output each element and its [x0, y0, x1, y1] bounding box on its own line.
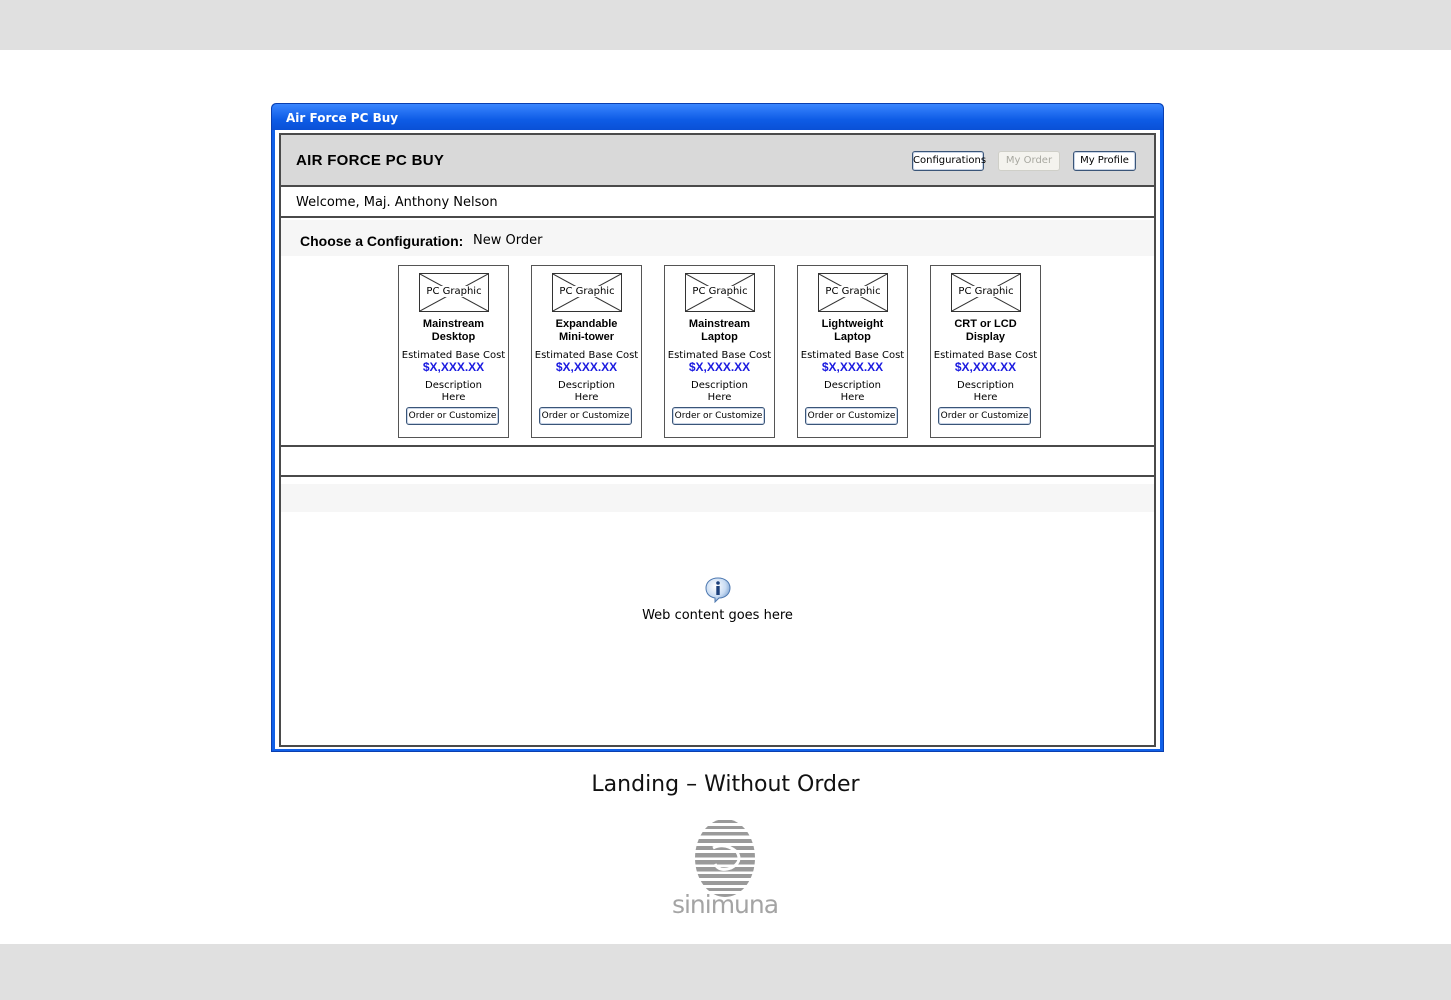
cost-value: $X,XXX.XX [422, 360, 485, 374]
configuration-label: Choose a Configuration: [300, 233, 464, 249]
pc-graphic-label: PC Graphic [958, 286, 1014, 297]
window-titlebar[interactable] [272, 104, 1163, 130]
cost-label: Estimated Base Cost [933, 350, 1038, 361]
sinimuna-logo-text: sinimuna [671, 890, 779, 919]
desc-line1: Description [824, 380, 881, 391]
card-name-line2: Display [965, 331, 1006, 343]
my-profile-button[interactable]: My Profile [1073, 151, 1136, 171]
card-name-line1: CRT or LCD [954, 318, 1017, 330]
cost-value: $X,XXX.XX [555, 360, 618, 374]
card-name-line1: Mainstream [688, 318, 751, 330]
pc-graphic-placeholder [951, 273, 1021, 312]
section-divider [281, 445, 1154, 447]
cost-label: Estimated Base Cost [667, 350, 772, 361]
card-name [931, 318, 1040, 344]
card-name-line2: Desktop [431, 331, 476, 343]
welcome-message: Welcome, Maj. Anthony Nelson [296, 195, 498, 210]
card-name-line1: Lightweight [821, 318, 884, 330]
order-or-customize-button[interactable]: Order or Customize [406, 407, 499, 425]
card-name [665, 318, 774, 344]
my-order-button: My Order [998, 151, 1060, 171]
pc-graphic-label: PC Graphic [559, 286, 615, 297]
app-frame [279, 133, 1156, 747]
top-band [0, 0, 1451, 50]
cost-label: Estimated Base Cost [401, 350, 506, 361]
config-card-lightweight-laptop [797, 265, 908, 438]
desc-line1: Description [558, 380, 615, 391]
window-client [275, 130, 1160, 749]
pc-graphic-placeholder [552, 273, 622, 312]
cost-value: $X,XXX.XX [954, 360, 1017, 374]
desc-line1: Description [425, 380, 482, 391]
order-or-customize-button[interactable]: Order or Customize [539, 407, 632, 425]
configuration-row [281, 220, 1154, 256]
config-card-mainstream-laptop [664, 265, 775, 438]
web-content-placeholder: Web content goes here [642, 608, 793, 623]
pc-graphic-label: PC Graphic [426, 286, 482, 297]
desc-line2: Here [441, 392, 466, 403]
pc-graphic-placeholder [685, 273, 755, 312]
card-description [798, 380, 907, 404]
window-title: Air Force PC Buy [286, 111, 399, 125]
info-icon [704, 577, 732, 603]
order-or-customize-button[interactable]: Order or Customize [938, 407, 1031, 425]
desc-line1: Description [957, 380, 1014, 391]
app-title: AIR FORCE PC BUY [296, 152, 445, 169]
pc-graphic-label: PC Graphic [825, 286, 881, 297]
card-description [532, 380, 641, 404]
config-card-crt-or-lcd-display [930, 265, 1041, 438]
app-window [271, 103, 1164, 752]
card-name-line1: Mainstream [422, 318, 485, 330]
pc-graphic-placeholder [419, 273, 489, 312]
sinimuna-logo-icon [693, 818, 757, 898]
card-name [399, 318, 508, 344]
card-description [665, 380, 774, 404]
content-header-strip [281, 484, 1154, 512]
desc-line1: Description [691, 380, 748, 391]
cost-label: Estimated Base Cost [800, 350, 905, 361]
configuration-value: New Order [473, 233, 543, 248]
config-card-expandable-mini-tower [531, 265, 642, 438]
section-divider [281, 475, 1154, 477]
cost-label: Estimated Base Cost [534, 350, 639, 361]
card-description [931, 380, 1040, 404]
pc-graphic-label: PC Graphic [692, 286, 748, 297]
cost-value: $X,XXX.XX [688, 360, 751, 374]
desc-line2: Here [574, 392, 599, 403]
app-header [281, 135, 1154, 187]
card-name [798, 318, 907, 344]
card-name-line2: Laptop [834, 331, 871, 343]
config-card-mainstream-desktop [398, 265, 509, 438]
desc-line2: Here [707, 392, 732, 403]
card-name [532, 318, 641, 344]
pc-graphic-placeholder [818, 273, 888, 312]
card-name-line2: Laptop [701, 331, 738, 343]
bottom-band [0, 944, 1451, 1000]
card-description [399, 380, 508, 404]
configurations-button[interactable]: Configurations [912, 151, 984, 171]
slide-caption: Landing – Without Order [591, 772, 860, 797]
card-name-line1: Expandable [555, 318, 618, 330]
cost-value: $X,XXX.XX [821, 360, 884, 374]
card-name-line2: Mini-tower [559, 331, 614, 343]
order-or-customize-button[interactable]: Order or Customize [672, 407, 765, 425]
order-or-customize-button[interactable]: Order or Customize [805, 407, 898, 425]
configuration-cards [398, 265, 1048, 439]
desc-line2: Here [973, 392, 998, 403]
welcome-row [281, 187, 1154, 218]
desc-line2: Here [840, 392, 865, 403]
